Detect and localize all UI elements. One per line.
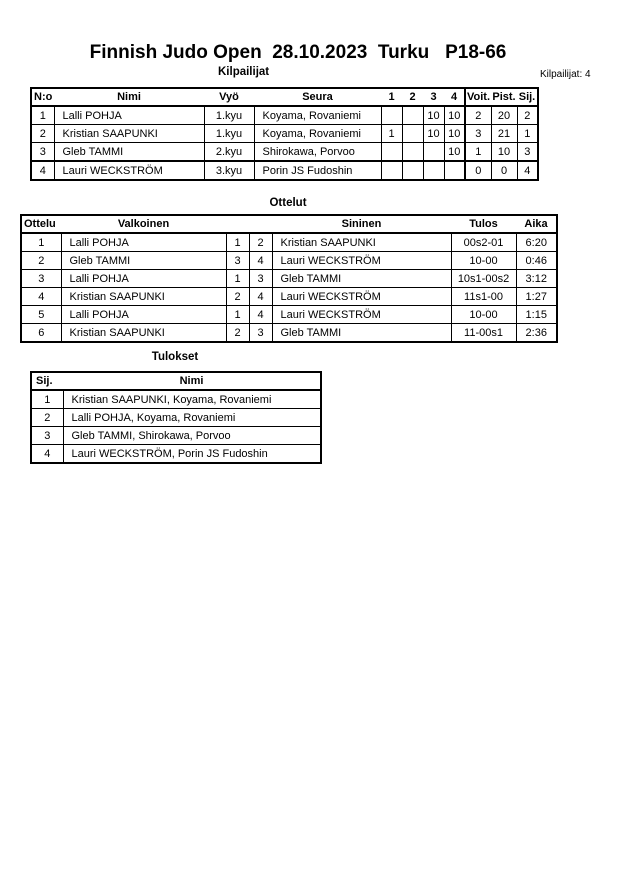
result-place-cell: 2: [31, 409, 63, 427]
score-cell: [381, 106, 402, 125]
result-row: [31, 445, 321, 464]
result-cell: 10s1-00s2: [451, 270, 516, 288]
blue-name-cell: Lauri WECKSTRÖM: [272, 252, 451, 270]
competitor-belt-cell: 3.kyu: [204, 161, 254, 180]
score-cell: [402, 143, 423, 162]
matches-table: [20, 214, 558, 343]
competitor-name-cell: Gleb TAMMI: [54, 143, 204, 162]
competitor-club-cell: Shirokawa, Porvoo: [254, 143, 381, 162]
result-name-cell: Lauri WECKSTRÖM, Porin JS Fudoshin: [63, 445, 321, 464]
header-cell-wins: Voit.: [465, 88, 491, 106]
header-cell-time: Aika: [516, 215, 557, 233]
competitor-number-cell: 2: [31, 125, 54, 143]
result-cell: 10-00: [451, 306, 516, 324]
white-number-cell: 3: [226, 252, 249, 270]
competitor-club-cell: Porin JS Fudoshin: [254, 161, 381, 180]
white-number-cell: 1: [226, 270, 249, 288]
blue-number-cell: 2: [249, 233, 272, 252]
score-cell: 10: [423, 125, 444, 143]
header-cell-round4: 4: [444, 88, 465, 106]
result-place-cell: 1: [31, 390, 63, 409]
wins-cell: 2: [465, 106, 491, 125]
competitor-club-cell: Koyama, Rovaniemi: [254, 125, 381, 143]
competitors-table: [30, 87, 539, 181]
points-cell: 21: [491, 125, 517, 143]
header-cell-result-place: Sij.: [31, 372, 63, 390]
header-cell-match-no: Ottelu: [21, 215, 61, 233]
white-name-cell: Lalli POHJA: [61, 233, 226, 252]
competitor-number-cell: 4: [31, 161, 54, 180]
competitor-row: [31, 125, 538, 143]
points-cell: 20: [491, 106, 517, 125]
time-cell: 3:12: [516, 270, 557, 288]
score-cell: 1: [381, 125, 402, 143]
time-cell: 1:15: [516, 306, 557, 324]
blue-name-cell: Lauri WECKSTRÖM: [272, 288, 451, 306]
white-name-cell: Lalli POHJA: [61, 306, 226, 324]
header-cell-belt: Vyö: [204, 88, 254, 106]
white-name-cell: Kristian SAAPUNKI: [61, 324, 226, 343]
competitors-count-label: Kilpailijat: 4: [540, 69, 591, 80]
time-cell: 6:20: [516, 233, 557, 252]
score-cell: 10: [444, 125, 465, 143]
place-cell: 4: [517, 161, 538, 180]
header-cell-no: N:o: [31, 88, 54, 106]
page-title: Finnish Judo Open 28.10.2023 Turku P18-66: [89, 42, 507, 63]
score-cell: 10: [444, 106, 465, 125]
result-name-cell: Kristian SAAPUNKI, Koyama, Rovaniemi: [63, 390, 321, 409]
competitor-name-cell: Kristian SAAPUNKI: [54, 125, 204, 143]
blue-name-cell: Gleb TAMMI: [272, 324, 451, 343]
header-cell-place: Sij.: [517, 88, 538, 106]
matches-heading: Ottelut: [269, 197, 307, 209]
points-cell: 0: [491, 161, 517, 180]
score-cell: [402, 106, 423, 125]
result-place-cell: 3: [31, 427, 63, 445]
competitor-belt-cell: 1.kyu: [204, 106, 254, 125]
competitor-belt-cell: 2.kyu: [204, 143, 254, 162]
score-cell: [402, 161, 423, 180]
blue-name-cell: Gleb TAMMI: [272, 270, 451, 288]
header-cell-result: Tulos: [451, 215, 516, 233]
score-cell: 10: [423, 106, 444, 125]
competitor-name-cell: Lalli POHJA: [54, 106, 204, 125]
match-number-cell: 5: [21, 306, 61, 324]
competitor-number-cell: 1: [31, 106, 54, 125]
competitors-header-row: [31, 88, 538, 106]
match-row: [21, 324, 557, 343]
header-cell-round2: 2: [402, 88, 423, 106]
blue-number-cell: 4: [249, 288, 272, 306]
header-cell-blue-number: [249, 215, 272, 233]
result-row: [31, 390, 321, 409]
header-cell-club: Seura: [254, 88, 381, 106]
header-cell-name: Nimi: [54, 88, 204, 106]
header-cell-round3: 3: [423, 88, 444, 106]
header-cell-result-name: Nimi: [63, 372, 321, 390]
results-header-row: [31, 372, 321, 390]
header-cell-blue: Sininen: [272, 215, 451, 233]
match-row: [21, 306, 557, 324]
points-cell: 10: [491, 143, 517, 162]
header-cell-white-number: [226, 215, 249, 233]
results-table: [30, 371, 322, 464]
match-number-cell: 6: [21, 324, 61, 343]
match-row: [21, 288, 557, 306]
match-row: [21, 270, 557, 288]
result-row: [31, 427, 321, 445]
time-cell: 1:27: [516, 288, 557, 306]
match-number-cell: 4: [21, 288, 61, 306]
result-cell: 11s1-00: [451, 288, 516, 306]
results-heading: Tulokset: [151, 351, 199, 363]
white-name-cell: Kristian SAAPUNKI: [61, 288, 226, 306]
match-number-cell: 3: [21, 270, 61, 288]
blue-number-cell: 4: [249, 306, 272, 324]
result-cell: 10-00: [451, 252, 516, 270]
blue-number-cell: 3: [249, 270, 272, 288]
matches-header-row: [21, 215, 557, 233]
place-cell: 1: [517, 125, 538, 143]
white-name-cell: Gleb TAMMI: [61, 252, 226, 270]
competitor-name-cell: Lauri WECKSTRÖM: [54, 161, 204, 180]
score-cell: 10: [444, 143, 465, 162]
header-cell-white: Valkoinen: [61, 215, 226, 233]
blue-number-cell: 3: [249, 324, 272, 343]
score-cell: [381, 143, 402, 162]
score-cell: [402, 125, 423, 143]
place-cell: 3: [517, 143, 538, 162]
competitors-heading: Kilpailijat: [218, 66, 270, 78]
match-number-cell: 2: [21, 252, 61, 270]
header-cell-points: Pist.: [491, 88, 517, 106]
result-name-cell: Gleb TAMMI, Shirokawa, Porvoo: [63, 427, 321, 445]
wins-cell: 0: [465, 161, 491, 180]
competitor-number-cell: 3: [31, 143, 54, 162]
header-cell-round1: 1: [381, 88, 402, 106]
place-cell: 2: [517, 106, 538, 125]
time-cell: 2:36: [516, 324, 557, 343]
white-number-cell: 2: [226, 324, 249, 343]
result-cell: 00s2-01: [451, 233, 516, 252]
match-number-cell: 1: [21, 233, 61, 252]
white-number-cell: 2: [226, 288, 249, 306]
result-place-cell: 4: [31, 445, 63, 464]
competitor-row: [31, 143, 538, 162]
white-name-cell: Lalli POHJA: [61, 270, 226, 288]
result-row: [31, 409, 321, 427]
white-number-cell: 1: [226, 306, 249, 324]
blue-name-cell: Lauri WECKSTRÖM: [272, 306, 451, 324]
score-cell: [444, 161, 465, 180]
blue-name-cell: Kristian SAAPUNKI: [272, 233, 451, 252]
result-cell: 11-00s1: [451, 324, 516, 343]
score-cell: [423, 143, 444, 162]
competitor-row: [31, 161, 538, 180]
wins-cell: 1: [465, 143, 491, 162]
competitor-belt-cell: 1.kyu: [204, 125, 254, 143]
match-row: [21, 233, 557, 252]
time-cell: 0:46: [516, 252, 557, 270]
match-row: [21, 252, 557, 270]
wins-cell: 3: [465, 125, 491, 143]
competitor-row: [31, 106, 538, 125]
white-number-cell: 1: [226, 233, 249, 252]
blue-number-cell: 4: [249, 252, 272, 270]
competitor-club-cell: Koyama, Rovaniemi: [254, 106, 381, 125]
score-cell: [381, 161, 402, 180]
score-cell: [423, 161, 444, 180]
result-name-cell: Lalli POHJA, Koyama, Rovaniemi: [63, 409, 321, 427]
